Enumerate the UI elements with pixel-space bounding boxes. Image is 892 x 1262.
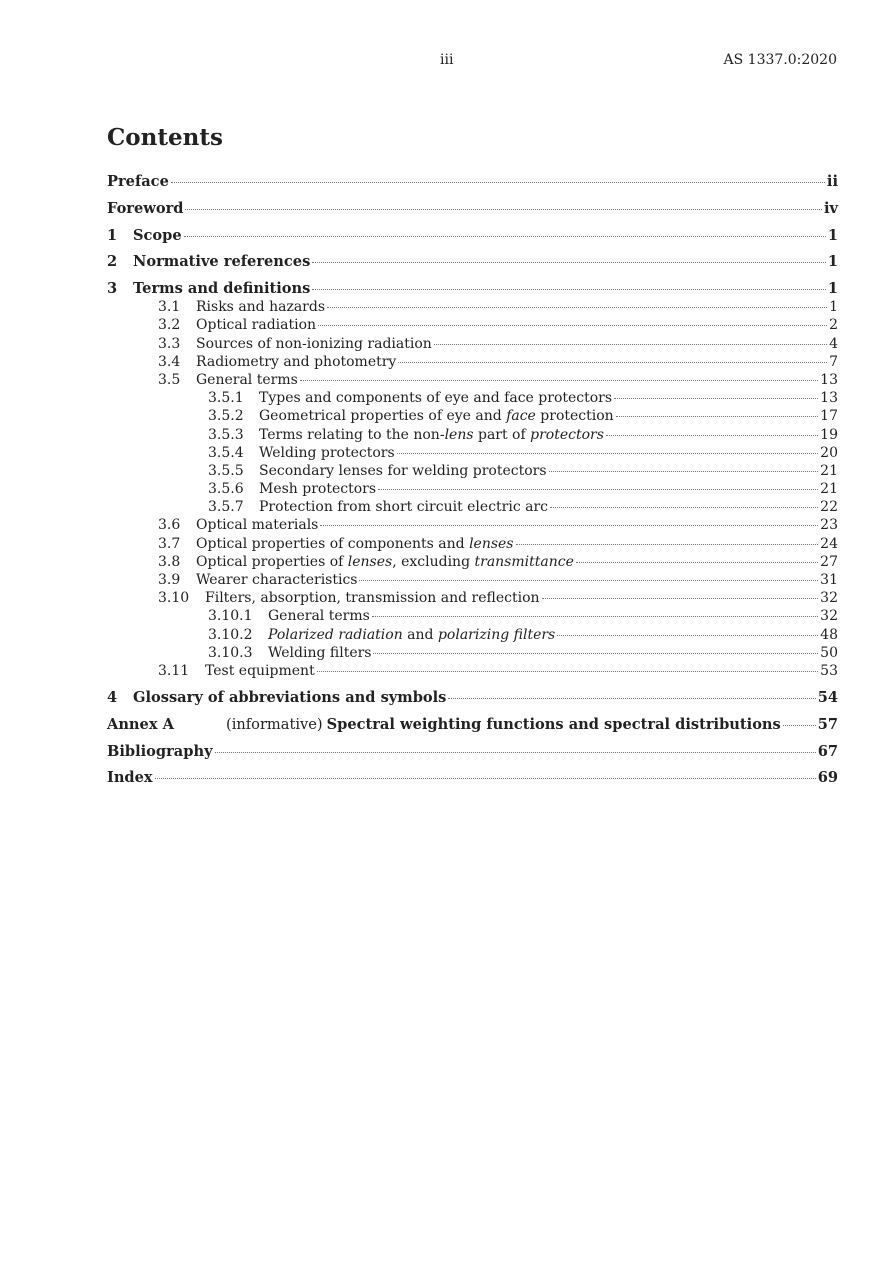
toc-entry-label-text: Scope — [133, 226, 182, 244]
toc-entry-number: 3.5.4 — [208, 444, 244, 461]
toc-leader-dots — [516, 544, 819, 545]
toc-entry-page: 17 — [820, 408, 838, 425]
toc-entry-label — [268, 644, 371, 662]
toc-entry-label — [133, 253, 310, 271]
toc-entry-label-text: Spectral weighting functions and spectral distributions — [326, 715, 781, 733]
toc-entry-label-text: Types and components of eye and face protectors — [259, 390, 613, 407]
toc-entry-label — [107, 200, 183, 218]
toc-entry-label-text: Index — [107, 769, 153, 787]
toc-leader-dots — [320, 525, 818, 526]
toc-leader-dots — [448, 698, 815, 699]
toc-leader-dots — [614, 398, 818, 399]
toc-leader-dots — [359, 580, 818, 581]
toc-entry-number: 3.6 — [158, 517, 181, 534]
toc-entry-page: 20 — [820, 444, 838, 461]
toc-entry-label-text: Protection from short circuit electric arc — [259, 499, 548, 516]
toc-entry-label — [205, 589, 540, 607]
toc-entry[interactable] — [107, 173, 838, 191]
toc-entry-label-part: lens — [444, 426, 474, 443]
toc-leader-dots — [184, 236, 826, 237]
toc-entry-page: 53 — [820, 662, 838, 679]
toc-entry-number: 3.3 — [158, 335, 181, 352]
toc-entry-number: 1 — [107, 226, 118, 244]
toc-entry-number: 3.7 — [158, 535, 181, 552]
table-of-contents — [107, 173, 838, 787]
toc-entry-label — [268, 626, 555, 644]
toc-entry[interactable] — [107, 353, 838, 371]
toc-entry-label-part: Polarized radiation — [268, 626, 403, 643]
toc-leader-dots — [215, 752, 816, 753]
toc-entry-number: 3.5.7 — [208, 499, 244, 516]
toc-entry-label-text: Preface — [107, 173, 169, 190]
toc-entry-page: 2 — [829, 317, 838, 334]
toc-entry-page: 27 — [820, 553, 838, 570]
toc-entry-label — [259, 480, 376, 498]
toc-leader-dots — [327, 307, 827, 308]
toc-entry-page: iv — [823, 199, 838, 217]
toc-entry-page: 1 — [827, 280, 838, 298]
toc-entry-label-part: lenses — [469, 535, 514, 552]
toc-entry-page: 19 — [820, 426, 838, 443]
toc-entry-number: 3.1 — [158, 299, 181, 316]
toc-entry-label-text: Terms and definitions — [133, 280, 311, 298]
toc-leader-dots — [185, 209, 822, 210]
toc-entry[interactable] — [107, 407, 838, 425]
toc-entry-page: 50 — [820, 644, 838, 661]
toc-entry[interactable] — [107, 335, 838, 353]
toc-entry-label — [268, 607, 370, 625]
toc-entry-number: 3.8 — [158, 553, 181, 570]
toc-entry[interactable] — [107, 535, 838, 553]
toc-entry-label-part: polarizing filters — [437, 626, 556, 643]
toc-leader-dots — [606, 435, 818, 436]
toc-entry-label — [196, 353, 396, 371]
toc-entry[interactable] — [107, 644, 838, 662]
toc-entry[interactable] — [107, 662, 838, 680]
toc-entry-label-text: Risks and hazards — [196, 299, 326, 316]
toc-entry[interactable] — [107, 716, 838, 734]
toc-leader-dots — [783, 725, 816, 726]
toc-entry-label — [259, 426, 604, 444]
toc-leader-dots — [372, 616, 818, 617]
toc-entry[interactable] — [107, 626, 838, 644]
toc-entry-label-part: protectors — [530, 426, 604, 443]
toc-entry-number: 3 — [107, 280, 118, 298]
toc-entry-number: 3.11 — [158, 662, 190, 679]
toc-leader-dots — [542, 598, 819, 599]
toc-entry-label — [133, 227, 182, 245]
toc-entry-label — [107, 743, 213, 761]
toc-entry-label — [196, 298, 325, 316]
toc-entry[interactable] — [107, 444, 838, 462]
toc-entry[interactable] — [107, 389, 838, 407]
page-header — [0, 52, 892, 72]
toc-entry-label — [133, 280, 310, 298]
toc-entry[interactable] — [107, 743, 838, 761]
toc-entry[interactable] — [107, 371, 838, 389]
page-number: iii — [440, 52, 454, 68]
toc-entry-number: 3.5 — [158, 371, 181, 388]
toc-entry-page: 32 — [820, 590, 838, 607]
toc-entry-label — [107, 173, 169, 191]
toc-entry[interactable] — [107, 253, 838, 271]
toc-entry-label-part: , excluding — [392, 553, 475, 570]
toc-entry-page: 13 — [820, 390, 838, 407]
page-title: Contents — [107, 124, 223, 151]
toc-entry[interactable] — [107, 498, 838, 516]
toc-entry-label-part: Optical properties of — [196, 553, 348, 570]
toc-leader-dots — [171, 182, 825, 183]
toc-entry-label-text: Radiometry and photometry — [196, 353, 397, 370]
toc-entry-number: 3.10.2 — [208, 626, 253, 643]
toc-leader-dots — [373, 653, 818, 654]
toc-entry-number: 3.5.1 — [208, 390, 244, 407]
toc-entry-label-text: Sources of non-ionizing radiation — [196, 335, 432, 352]
toc-entry-label — [133, 689, 446, 707]
toc-entry-label — [196, 535, 514, 553]
toc-entry-label — [259, 498, 548, 516]
toc-entry-page: 23 — [820, 517, 838, 534]
toc-entry[interactable] — [107, 769, 838, 787]
toc-entry-number: 3.10.1 — [208, 608, 253, 625]
toc-entry-page: 22 — [820, 499, 838, 516]
toc-entry-label-part: lenses — [347, 553, 393, 570]
toc-entry-label — [259, 462, 547, 480]
document-id: AS 1337.0:2020 — [723, 52, 837, 68]
toc-entry-page: ii — [826, 173, 838, 190]
toc-entry-label-part: Optical properties of components and — [196, 535, 470, 552]
toc-leader-dots — [318, 325, 827, 326]
toc-entry-number: 3.5.6 — [208, 481, 244, 498]
toc-entry-label-text: Test equipment — [205, 662, 315, 679]
toc-entry-label-text: Welding protectors — [259, 444, 395, 461]
toc-leader-dots — [312, 262, 826, 263]
toc-leader-dots — [155, 778, 816, 779]
toc-entry-number: 3.5.3 — [208, 426, 244, 443]
toc-leader-dots — [434, 344, 827, 345]
toc-entry-label-text: Optical materials — [196, 517, 319, 534]
toc-entry-page: 1 — [829, 299, 838, 316]
toc-entry-number: 3.5.5 — [208, 462, 244, 479]
toc-entry-note: (informative) — [226, 715, 323, 733]
toc-entry-page: 24 — [820, 535, 838, 552]
toc-entry-label-text: Foreword — [107, 199, 184, 217]
toc-entry[interactable] — [107, 200, 838, 218]
toc-entry-page: 1 — [827, 253, 838, 271]
toc-entry-page: 57 — [817, 715, 838, 733]
toc-entry-label — [196, 316, 316, 334]
toc-entry-label-text: Secondary lenses for welding protectors — [259, 462, 547, 479]
toc-entry-label-text: Glossary of abbreviations and symbols — [133, 688, 447, 706]
toc-entry[interactable] — [107, 589, 838, 607]
toc-entry-number: 3.10 — [158, 590, 190, 607]
toc-leader-dots — [549, 471, 819, 472]
toc-leader-dots — [557, 635, 818, 636]
toc-entry-page: 31 — [820, 572, 838, 588]
toc-entry-number: 3.5.2 — [208, 408, 244, 425]
toc-entry-page: 21 — [820, 462, 838, 479]
toc-leader-dots — [378, 489, 818, 490]
toc-entry-page: 1 — [827, 226, 838, 244]
toc-entry[interactable] — [107, 689, 838, 707]
toc-entry-label — [259, 407, 614, 425]
toc-entry-number: 3.9 — [158, 572, 181, 588]
toc-entry-label-part: and — [402, 626, 438, 643]
toc-entry-label-part: part of — [473, 426, 531, 443]
toc-entry-page: 7 — [829, 353, 838, 370]
toc-entry[interactable] — [107, 298, 838, 316]
toc-entry[interactable] — [107, 316, 838, 334]
toc-entry-page: 67 — [817, 742, 838, 760]
toc-entry[interactable] — [107, 571, 838, 589]
toc-entry-label-part: Terms relating to the non- — [259, 426, 445, 443]
toc-entry-label-text: General terms — [196, 371, 298, 388]
toc-entry-label-text: Wearer characteristics — [196, 572, 358, 588]
toc-entry-label — [107, 769, 153, 787]
toc-entry[interactable] — [107, 280, 838, 298]
toc-entry-label-text: Filters, absorption, transmission and reflection — [205, 590, 540, 607]
toc-entry-page: 48 — [820, 626, 838, 643]
toc-entry[interactable] — [107, 480, 838, 498]
toc-entry-label-text: Bibliography — [107, 742, 213, 760]
toc-leader-dots — [398, 362, 827, 363]
toc-entry-page: 69 — [817, 769, 838, 787]
toc-leader-dots — [312, 289, 825, 290]
toc-entry-label — [259, 389, 612, 407]
toc-entry[interactable] — [107, 462, 838, 480]
toc-leader-dots — [300, 380, 818, 381]
toc-entry-label — [226, 716, 781, 734]
toc-entry-label-text: Normative references — [133, 253, 311, 271]
toc-entry[interactable] — [107, 516, 838, 534]
toc-entry-number: Annex A — [107, 715, 174, 733]
toc-leader-dots — [616, 416, 818, 417]
toc-entry-label — [196, 571, 357, 589]
toc-entry-label — [196, 553, 574, 571]
toc-entry-label-part: transmittance — [474, 553, 574, 570]
toc-entry-label — [205, 662, 315, 680]
toc-entry-number: 4 — [107, 688, 118, 706]
toc-entry-number: 3.2 — [158, 317, 181, 334]
toc-entry-number: 2 — [107, 253, 118, 271]
toc-entry-label-text: Optical radiation — [196, 317, 317, 334]
toc-leader-dots — [317, 671, 818, 672]
toc-entry-label-part: Geometrical properties of eye and — [259, 408, 507, 425]
toc-leader-dots — [576, 562, 818, 563]
toc-leader-dots — [397, 453, 819, 454]
toc-entry-page: 21 — [820, 481, 838, 498]
toc-leader-dots — [550, 507, 818, 508]
toc-entry-label — [196, 335, 432, 353]
toc-entry-number: 3.4 — [158, 353, 181, 370]
toc-entry-label-text: General terms — [268, 608, 370, 625]
toc-entry-page: 4 — [829, 335, 838, 352]
toc-entry-page: 13 — [820, 371, 838, 388]
toc-entry-label — [196, 371, 298, 389]
toc-entry-label-part: protection — [535, 408, 614, 425]
toc-entry-page: 54 — [817, 688, 838, 706]
toc-entry[interactable] — [107, 553, 838, 571]
toc-entry[interactable] — [107, 227, 838, 245]
toc-entry-label-text: Mesh protectors — [259, 481, 377, 498]
toc-entry-page: 32 — [820, 608, 838, 625]
toc-entry[interactable] — [107, 607, 838, 625]
toc-entry-label-text: Welding filters — [268, 644, 372, 661]
toc-entry-label — [259, 444, 395, 462]
toc-entry-number: 3.10.3 — [208, 644, 253, 661]
toc-entry[interactable] — [107, 426, 838, 444]
toc-entry-label-part: face — [506, 408, 536, 425]
toc-entry-label — [196, 516, 318, 534]
